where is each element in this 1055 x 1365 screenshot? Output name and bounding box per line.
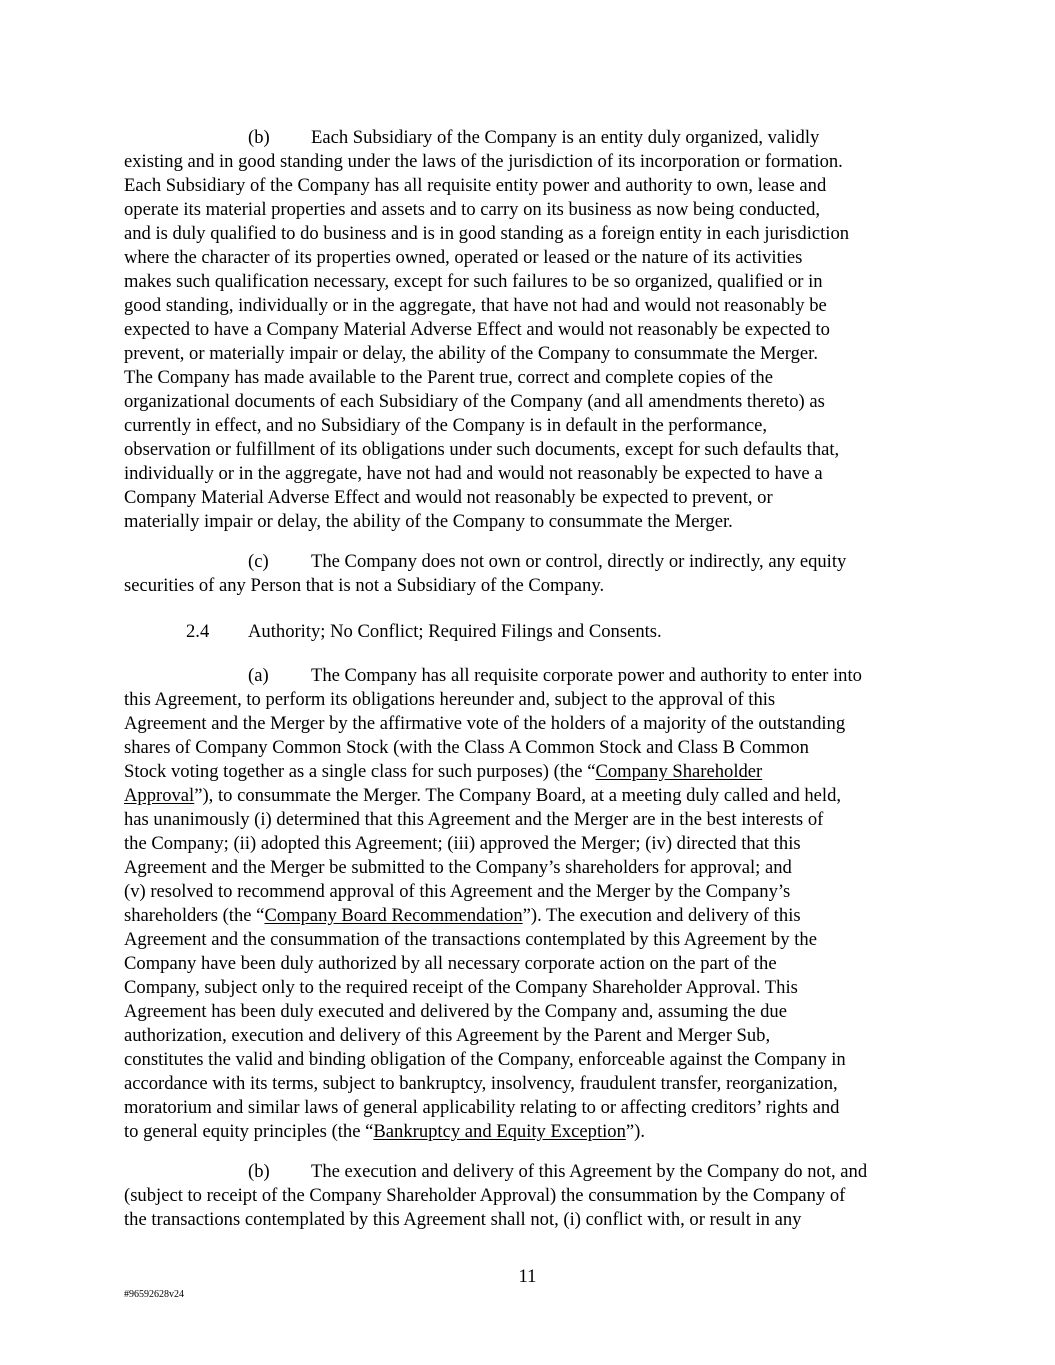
text-line: Agreement and the consummation of the transactions contemplated by this Agreement by the: [124, 929, 817, 950]
clause-marker: (b): [248, 127, 270, 148]
clause-marker: (b): [248, 1161, 270, 1182]
text-line: (v) resolved to recommend approval of this Agreement and the Merger by the Company’s: [124, 881, 791, 902]
text-line: authorization, execution and delivery of this Agreement by the Parent and Merger Sub,: [124, 1025, 771, 1046]
defined-term: Company Shareholder: [595, 761, 763, 782]
text-line: existing and in good standing under the laws of the jurisdiction of its incorporation or formation.: [124, 151, 843, 172]
text-line: The Company has all requisite corporate power and authority to enter into: [311, 665, 862, 686]
text-line: Agreement and the Merger be submitted to the Company’s shareholders for approval; and: [124, 857, 792, 878]
text-line: Agreement has been duly executed and delivered by the Company and, assuming the due: [124, 1001, 787, 1022]
text-line: observation or fulfillment of its obligations under such documents, except for such defaults that,: [124, 439, 840, 460]
text-line: the Company; (ii) adopted this Agreement; (iii) approved the Merger; (iv) directed that this: [124, 833, 801, 854]
text-segment: to general equity principles (the “: [124, 1121, 374, 1142]
text-line: securities of any Person that is not a Subsidiary of the Company.: [124, 575, 605, 596]
text-line: The Company has made available to the Parent true, correct and complete copies of the: [124, 367, 773, 388]
text-line: individually or in the aggregate, have not had and would not reasonably be expected to have a: [124, 463, 823, 484]
text-line: where the character of its properties owned, operated or leased or the nature of its activities: [124, 247, 803, 268]
text-line: constitutes the valid and binding obligation of the Company, enforceable against the Company in: [124, 1049, 846, 1070]
text-line: organizational documents of each Subsidiary of the Company (and all amendments thereto) as: [124, 391, 825, 412]
clause-marker: (a): [248, 665, 269, 686]
text-line: currently in effect, and no Subsidiary of the Company is in default in the performance,: [124, 415, 768, 436]
text-line: [124, 904, 801, 928]
text-line: Each Subsidiary of the Company has all requisite entity power and authority to own, lease and: [124, 175, 827, 196]
text-line: shares of Company Common Stock (with the Class A Common Stock and Class B Common: [124, 737, 809, 758]
text-line: [124, 784, 841, 808]
text-line: The execution and delivery of this Agreement by the Company do not, and: [311, 1161, 868, 1182]
text-line: makes such qualification necessary, except for such failures to be so organized, qualified or in: [124, 271, 823, 292]
text-line: expected to have a Company Material Adverse Effect and would not reasonably be expected to: [124, 319, 830, 340]
text-line: [124, 1120, 645, 1144]
text-line: accordance with its terms, subject to bankruptcy, insolvency, fraudulent transfer, reorganization,: [124, 1073, 838, 1094]
text-line: prevent, or materially impair or delay, the ability of the Company to consummate the Merger.: [124, 343, 818, 364]
text-segment: ”), to consummate the Merger. The Company Board, at a meeting duly called and held,: [194, 785, 842, 806]
text-line: Agreement and the Merger by the affirmative vote of the holders of a majority of the outstanding: [124, 713, 846, 734]
text-segment: Stock voting together as a single class for such purposes) (the “: [124, 761, 596, 782]
page-number: 11: [518, 1266, 537, 1287]
section-heading: Authority; No Conflict; Required Filings and Consents.: [248, 621, 662, 642]
text-line: Company Material Adverse Effect and would not reasonably be expected to prevent, or: [124, 487, 773, 508]
text-line: [124, 760, 762, 784]
text-line: the transactions contemplated by this Agreement shall not, (i) conflict with, or result in any: [124, 1209, 802, 1230]
text-line: Each Subsidiary of the Company is an entity duly organized, validly: [311, 127, 820, 148]
section-number: 2.4: [186, 621, 210, 642]
text-line: Company have been duly authorized by all necessary corporate action on the part of the: [124, 953, 777, 974]
defined-term: Company Board Recommendation: [264, 905, 523, 926]
text-segment: shareholders (the “: [124, 905, 265, 926]
text-line: has unanimously (i) determined that this Agreement and the Merger are in the best interests of: [124, 809, 824, 830]
text-line: moratorium and similar laws of general applicability relating to or affecting creditors’ rights and: [124, 1097, 840, 1118]
text-line: The Company does not own or control, directly or indirectly, any equity: [311, 551, 847, 572]
document-id: #96592628v24: [124, 1289, 184, 1300]
defined-term: Approval: [124, 785, 195, 806]
text-line: Company, subject only to the required receipt of the Company Shareholder Approval. This: [124, 977, 798, 998]
text-line: materially impair or delay, the ability of the Company to consummate the Merger.: [124, 511, 733, 532]
text-line: this Agreement, to perform its obligations hereunder and, subject to the approval of this: [124, 689, 776, 710]
text-segment: ”). The execution and delivery of this: [522, 905, 801, 926]
clause-marker: (c): [248, 551, 269, 572]
text-segment: ”).: [625, 1121, 645, 1142]
defined-term: Bankruptcy and Equity Exception: [373, 1121, 626, 1142]
text-line: (subject to receipt of the Company Shareholder Approval) the consummation by the Company of: [124, 1185, 846, 1206]
text-line: good standing, individually or in the aggregate, that have not had and would not reasonably be: [124, 295, 827, 316]
text-line: and is duly qualified to do business and is in good standing as a foreign entity in each jurisdiction: [124, 223, 850, 244]
text-line: operate its material properties and assets and to carry on its business as now being conducted,: [124, 199, 821, 220]
